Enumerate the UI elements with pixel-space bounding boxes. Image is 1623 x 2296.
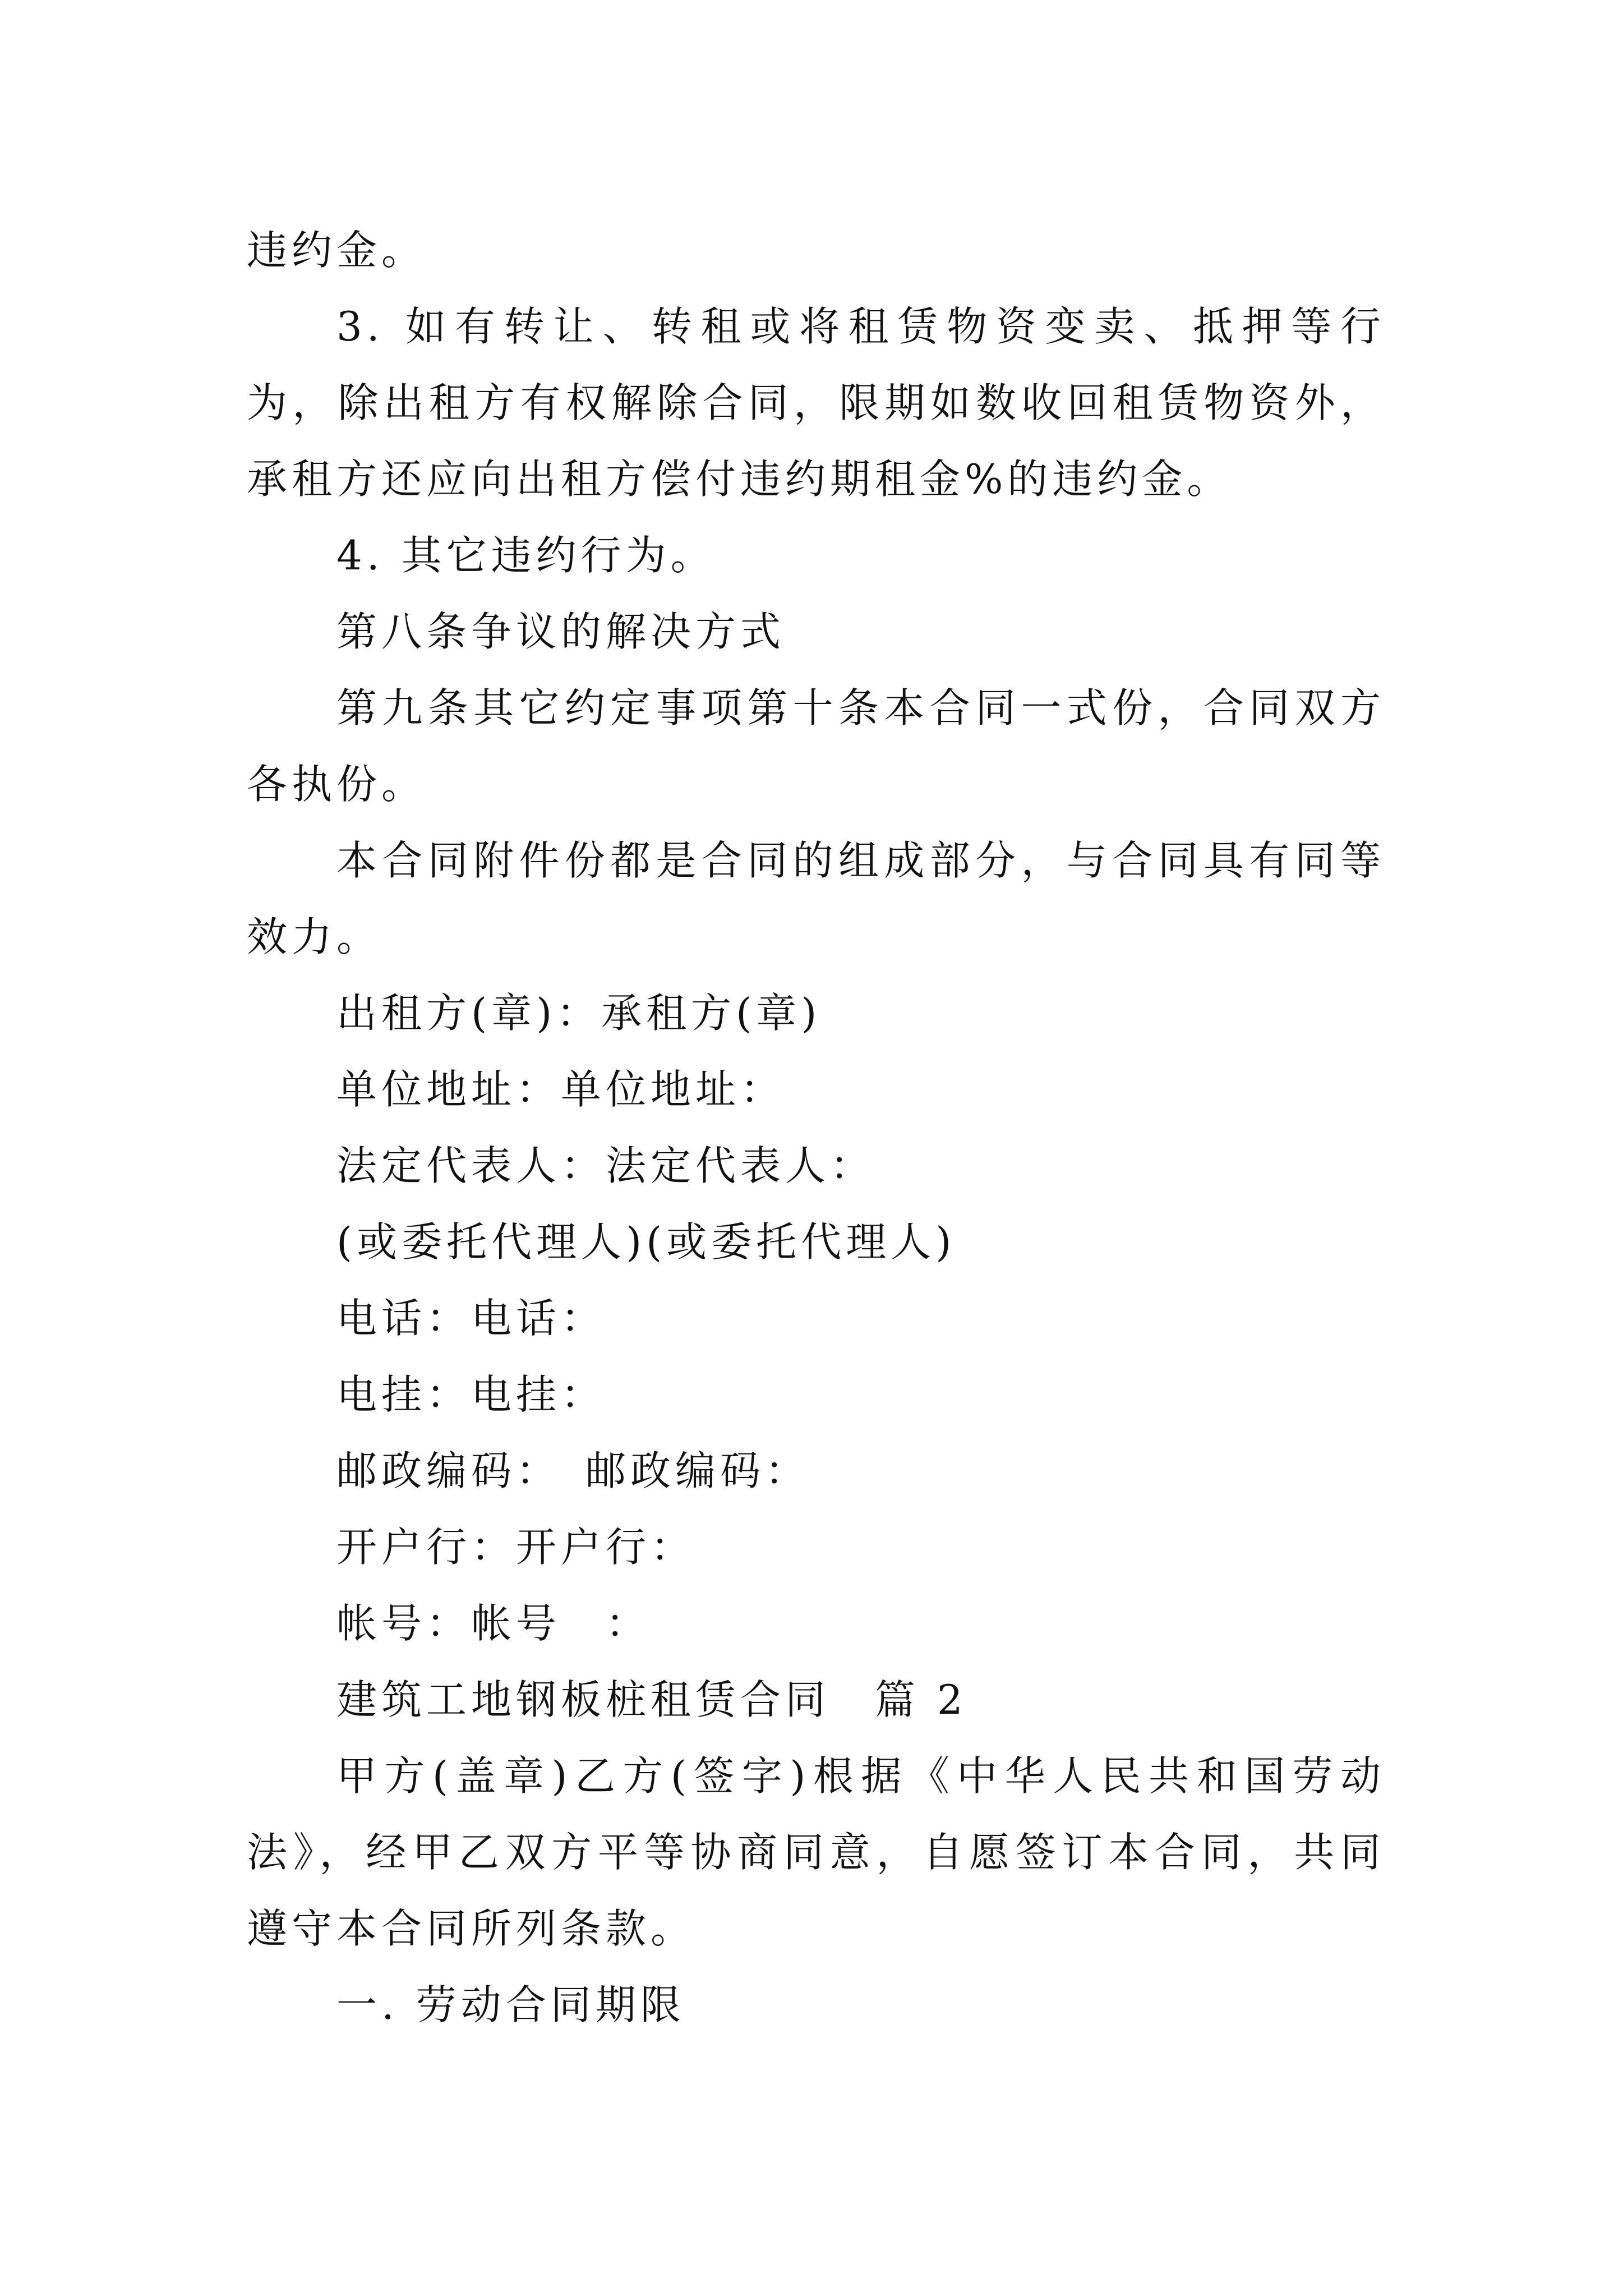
- paragraph-penalty-end: 违约金。: [247, 227, 427, 274]
- signature-line-postcode: 邮政编码： 邮政编码：: [336, 1447, 810, 1494]
- signature-line-account: 帐号：帐号 ：: [336, 1600, 651, 1647]
- paragraph-article-8: 第八条争议的解决方式: [336, 608, 786, 655]
- section-heading-part-2: 建筑工地钢板桩租赁合同 篇 2: [336, 1676, 967, 1723]
- signature-line-parties: 出租方(章)：承租方(章): [336, 990, 822, 1037]
- paragraph-term-heading: 一. 劳动合同期限: [336, 1981, 685, 2028]
- paragraph-contract-preamble: 甲方(盖章)乙方(签字)根据《中华人民共和国劳动法》，经甲乙双方平等协商同意，自愿签订本合同，共同遵守本合同所列条款。: [247, 1752, 1385, 1952]
- document-body: [247, 212, 1385, 2043]
- paragraph-article-9-10: 第九条其它约定事项第十条本合同一式份，合同双方各执份。: [247, 684, 1385, 808]
- paragraph-clause-3-transfer: 3. 如有转让、转租或将租赁物资变卖、抵押等行为，除出租方有权解除合同，限期如数收回租赁物资外，承租方还应向出租方偿付违约期租金%的违约金。: [247, 303, 1385, 503]
- signature-line-agent: (或委托代理人)(或委托代理人): [336, 1218, 956, 1266]
- signature-line-representative: 法定代表人：法定代表人：: [336, 1142, 875, 1189]
- signature-line-phone: 电话：电话：: [336, 1295, 606, 1342]
- signature-line-telegraph: 电挂：电挂：: [336, 1371, 606, 1418]
- signature-line-bank: 开户行：开户行：: [336, 1524, 696, 1571]
- paragraph-attachments: 本合同附件份都是合同的组成部分，与合同具有同等效力。: [247, 837, 1385, 960]
- signature-line-address: 单位地址：单位地址：: [336, 1066, 786, 1113]
- paragraph-clause-4-other-breach: 4. 其它违约行为。: [336, 532, 716, 579]
